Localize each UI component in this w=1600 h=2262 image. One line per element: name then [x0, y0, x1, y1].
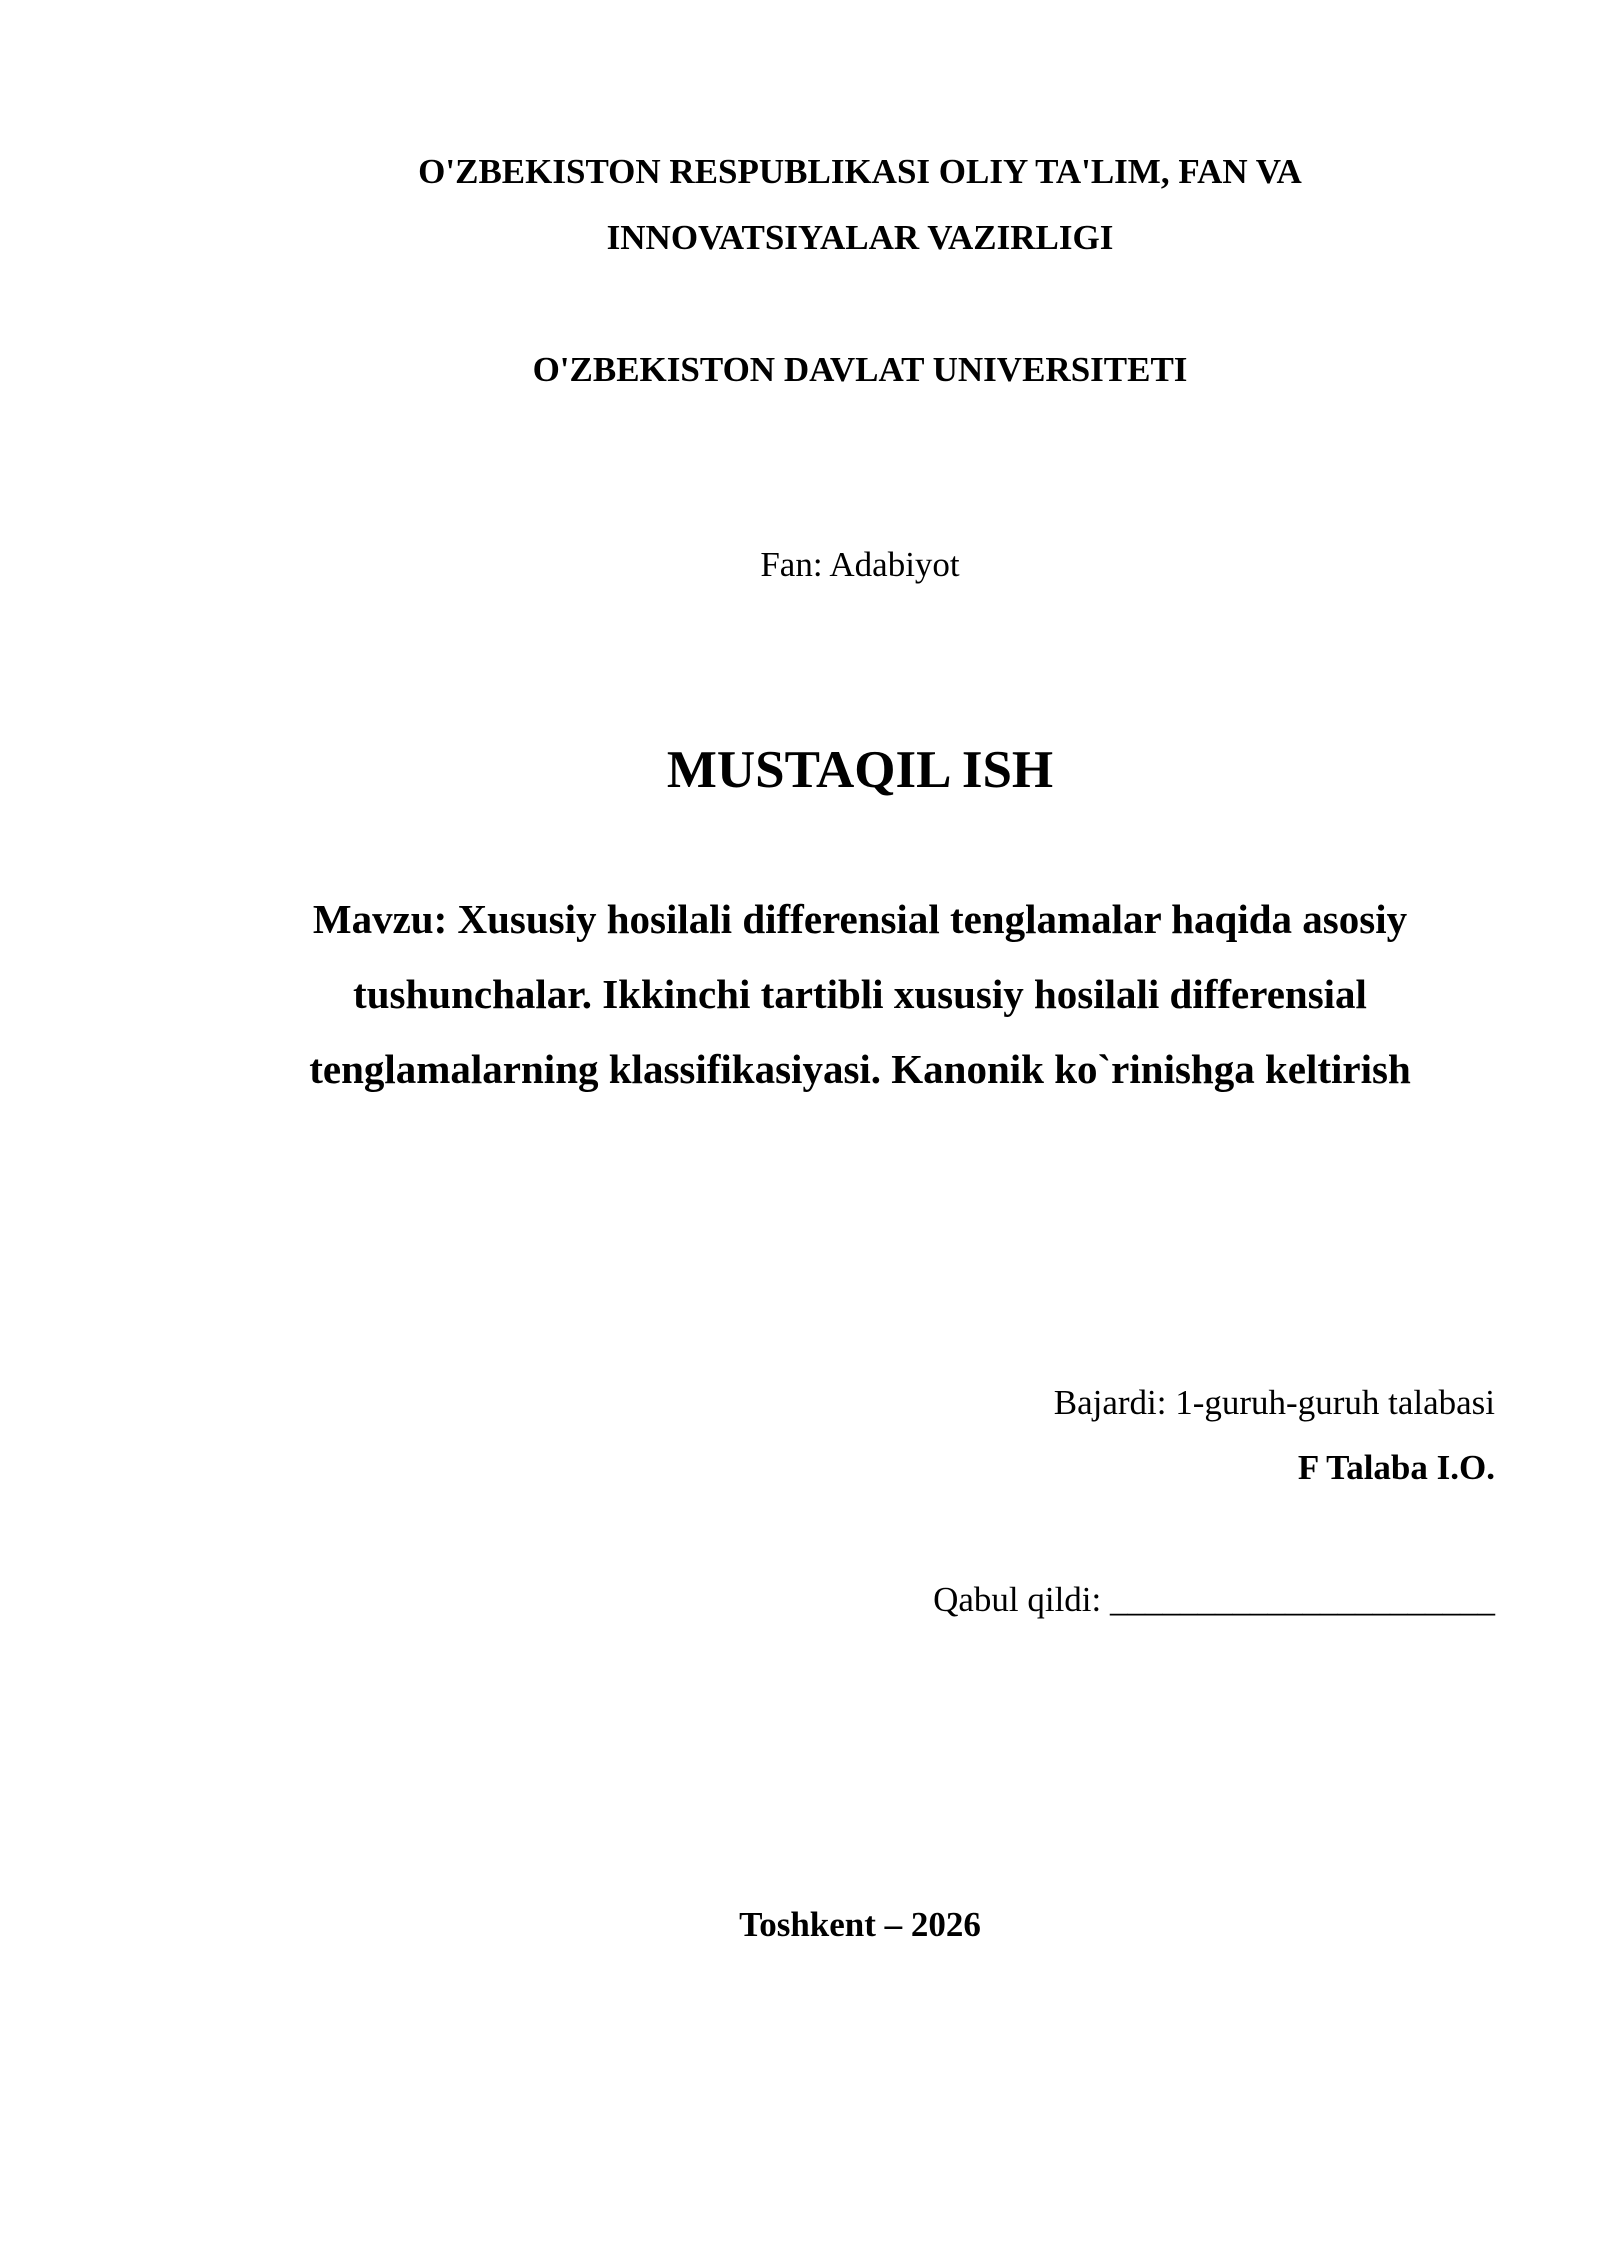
performer-label: Bajardi: 1-guruh-guruh talabasi: [1053, 1383, 1495, 1422]
topic-line-2: tushunchalar. Ikkinchi tartibli xususiy hosilali differensial: [353, 971, 1367, 1017]
ministry-line-2: INNOVATSIYALAR VAZIRLIGI: [606, 218, 1114, 257]
ministry-line-1: O'ZBEKISTON RESPUBLIKASI OLIY TA'LIM, FAN VA: [418, 152, 1302, 191]
work-title: MUSTAQIL ISH: [666, 741, 1054, 799]
topic-line-1: Mavzu: Xususiy hosilali differensial tenglamalar haqida asosiy: [312, 896, 1408, 942]
performer-name: F Talaba I.O.: [1297, 1448, 1495, 1487]
accepted-label: Qabul qildi: ______________________: [933, 1580, 1495, 1619]
subject-line: Fan: Adabiyot: [760, 545, 960, 584]
topic-block: [150, 882, 1570, 1107]
city-year: Toshkent – 2026: [739, 1905, 981, 1944]
topic-line-3: tenglamalarning klassifikasiyasi. Kanonik ko`rinishga keltirish: [309, 1046, 1411, 1092]
university-name: O'ZBEKISTON DAVLAT UNIVERSITETI: [532, 350, 1188, 389]
